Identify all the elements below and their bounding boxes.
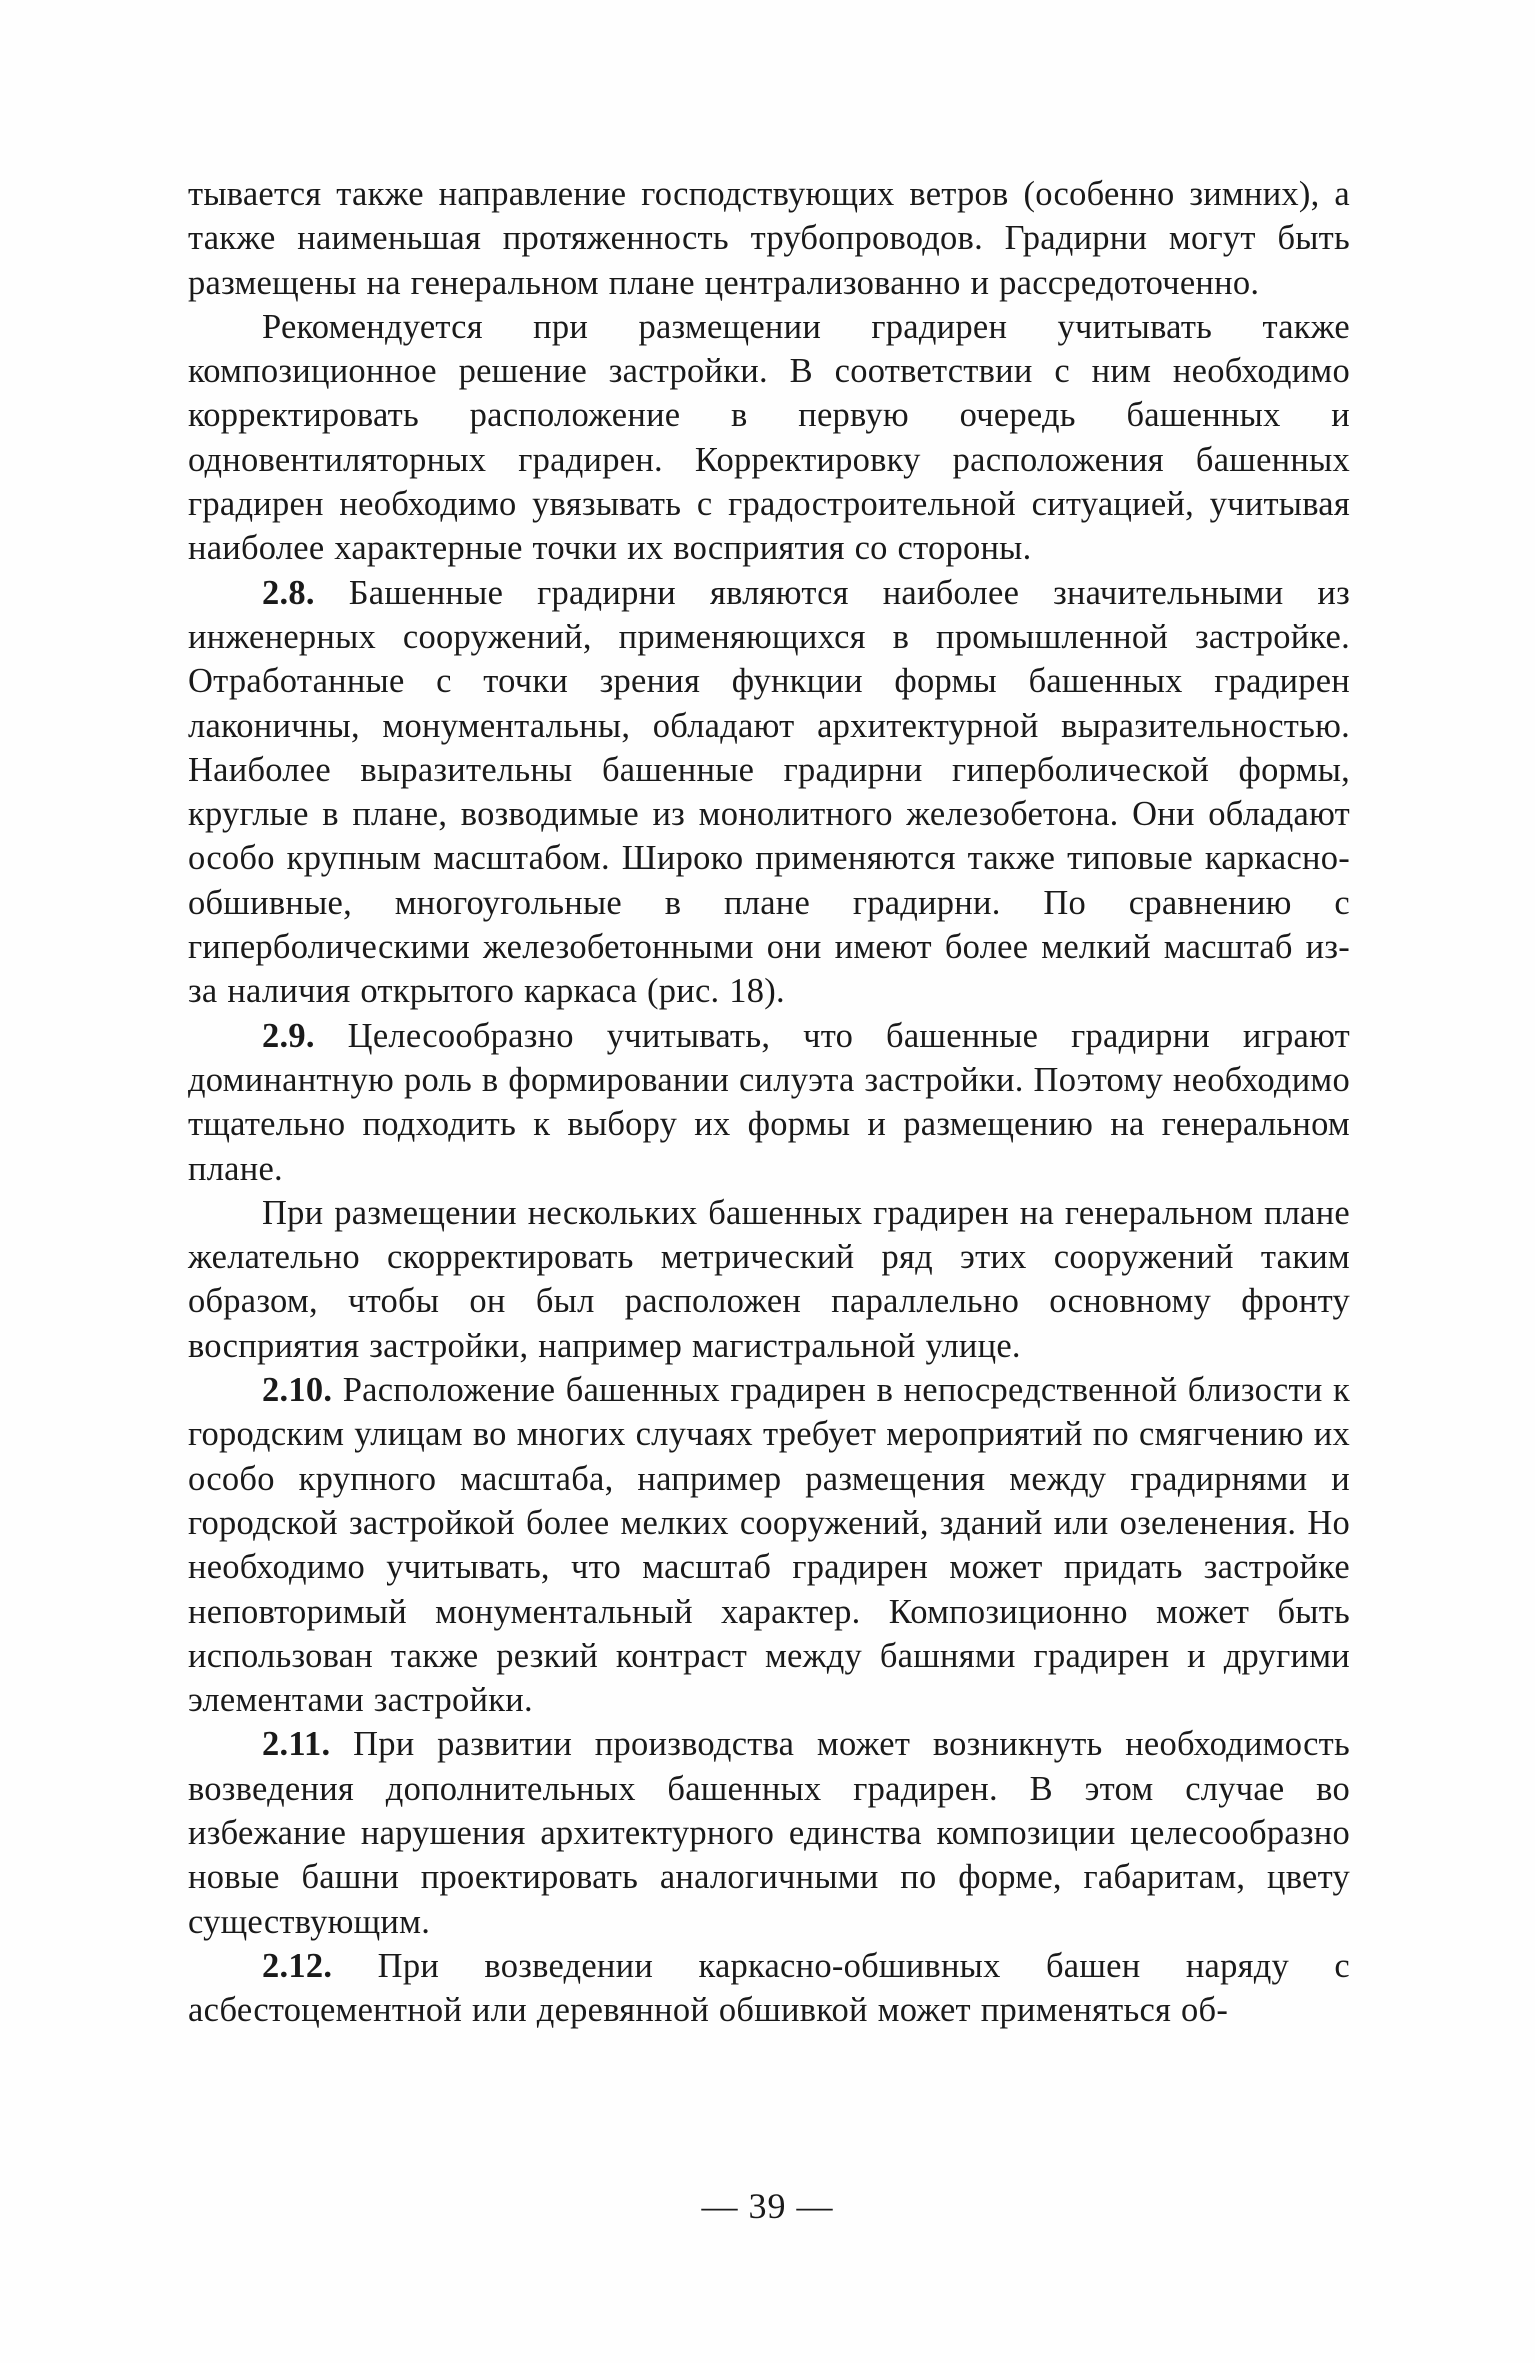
section-2-9 (188, 1014, 1350, 1191)
paragraph-text: При возведении каркасно-обшивных башен наряду с асбестоцементной или деревянной обшивкой может применяться об- (188, 1946, 1350, 2030)
paragraph-text: Башенные градирни являются наиболее значительными из инженерных сооружений, применяющихся в промышленной застройке. Отработанные с точки зрения функции формы башенных градирен лаконичны, монументальны, обладают архитектурной выразительностью. Наиболее выразительны башенные градирни гиперболической формы, круглые в плане, возводимые из монолитного железобетона. Они обладают особо крупным масштабом. Широко применяются также типовые каркасно-обшивные, многоугольные в плане градирни. По сравнению с гиперболическими железобетонными они имеют более мелкий масштаб из-за наличия открытого каркаса (рис. 18). (188, 573, 1351, 1011)
section-number: 2.8. (262, 573, 315, 612)
page-number: — 39 — (701, 2186, 834, 2226)
section-2-8 (188, 571, 1350, 1014)
section-number: 2.9. (262, 1016, 315, 1055)
section-number: 2.10. (262, 1371, 333, 1410)
paragraph-text: Целесообразно учитывать, что башенные градирни играют доминантную роль в формировании силуэта застройки. Поэтому необходимо тщательно подходить к выбору их формы и размещению на генеральном плане. (188, 1016, 1351, 1188)
section-number: 2.12. (262, 1946, 333, 1985)
paragraph-text: При размещении нескольких башенных градирен на генеральном плане желательно скорректировать метрический ряд этих сооружений таким образом, чтобы он был расположен параллельно основному фронту восприятия застройки, например магистральной улице. (188, 1193, 1350, 1365)
paragraph-continuation (188, 172, 1350, 305)
paragraph-composition (188, 305, 1350, 571)
body-text (188, 172, 1350, 2032)
paragraph-placement (188, 1191, 1350, 1368)
section-number: 2.11. (262, 1725, 331, 1764)
paragraph-text: При развитии производства может возникнуть необходимость возведения дополнительных башенных градирен. В этом случае во избежание нарушения архитектурного единства композиции целесообразно новые башни проектировать аналогичными по форме, габаритам, цвету существующим. (188, 1725, 1350, 1941)
paragraph-text: Рекомендуется при размещении градирен учитывать также композиционное решение застройки. В соответствии с ним необходимо корректировать расположение в первую очередь башенных и одновентиляторных градирен. Корректировку расположения башенных градирен необходимо увязывать с градостроительной ситуацией, учитывая наиболее характерные точки их восприятия со стороны. (188, 307, 1350, 568)
section-2-12 (188, 1944, 1350, 2033)
section-2-10 (188, 1368, 1350, 1722)
paragraph-text: тывается также направление господствующих ветров (особенно зимних), а также наименьшая протяженность трубопроводов. Градирни могут быть размещены на генеральном плане централизованно и рассредоточенно. (188, 175, 1350, 302)
section-2-11 (188, 1722, 1350, 1943)
paragraph-text: Расположение башенных градирен в непосредственной близости к городским улицам во многих случаях требует мероприятий по смягчению их особо крупного масштаба, например размещения между градирнями и городской застройкой более мелких сооружений, зданий или озеленения. Но необходимо учитывать, что масштаб градирен может придать застройке неповторимый монументальный характер. Композиционно может быть использован также резкий контраст между башнями градирен и другими элементами застройки. (188, 1371, 1351, 1720)
